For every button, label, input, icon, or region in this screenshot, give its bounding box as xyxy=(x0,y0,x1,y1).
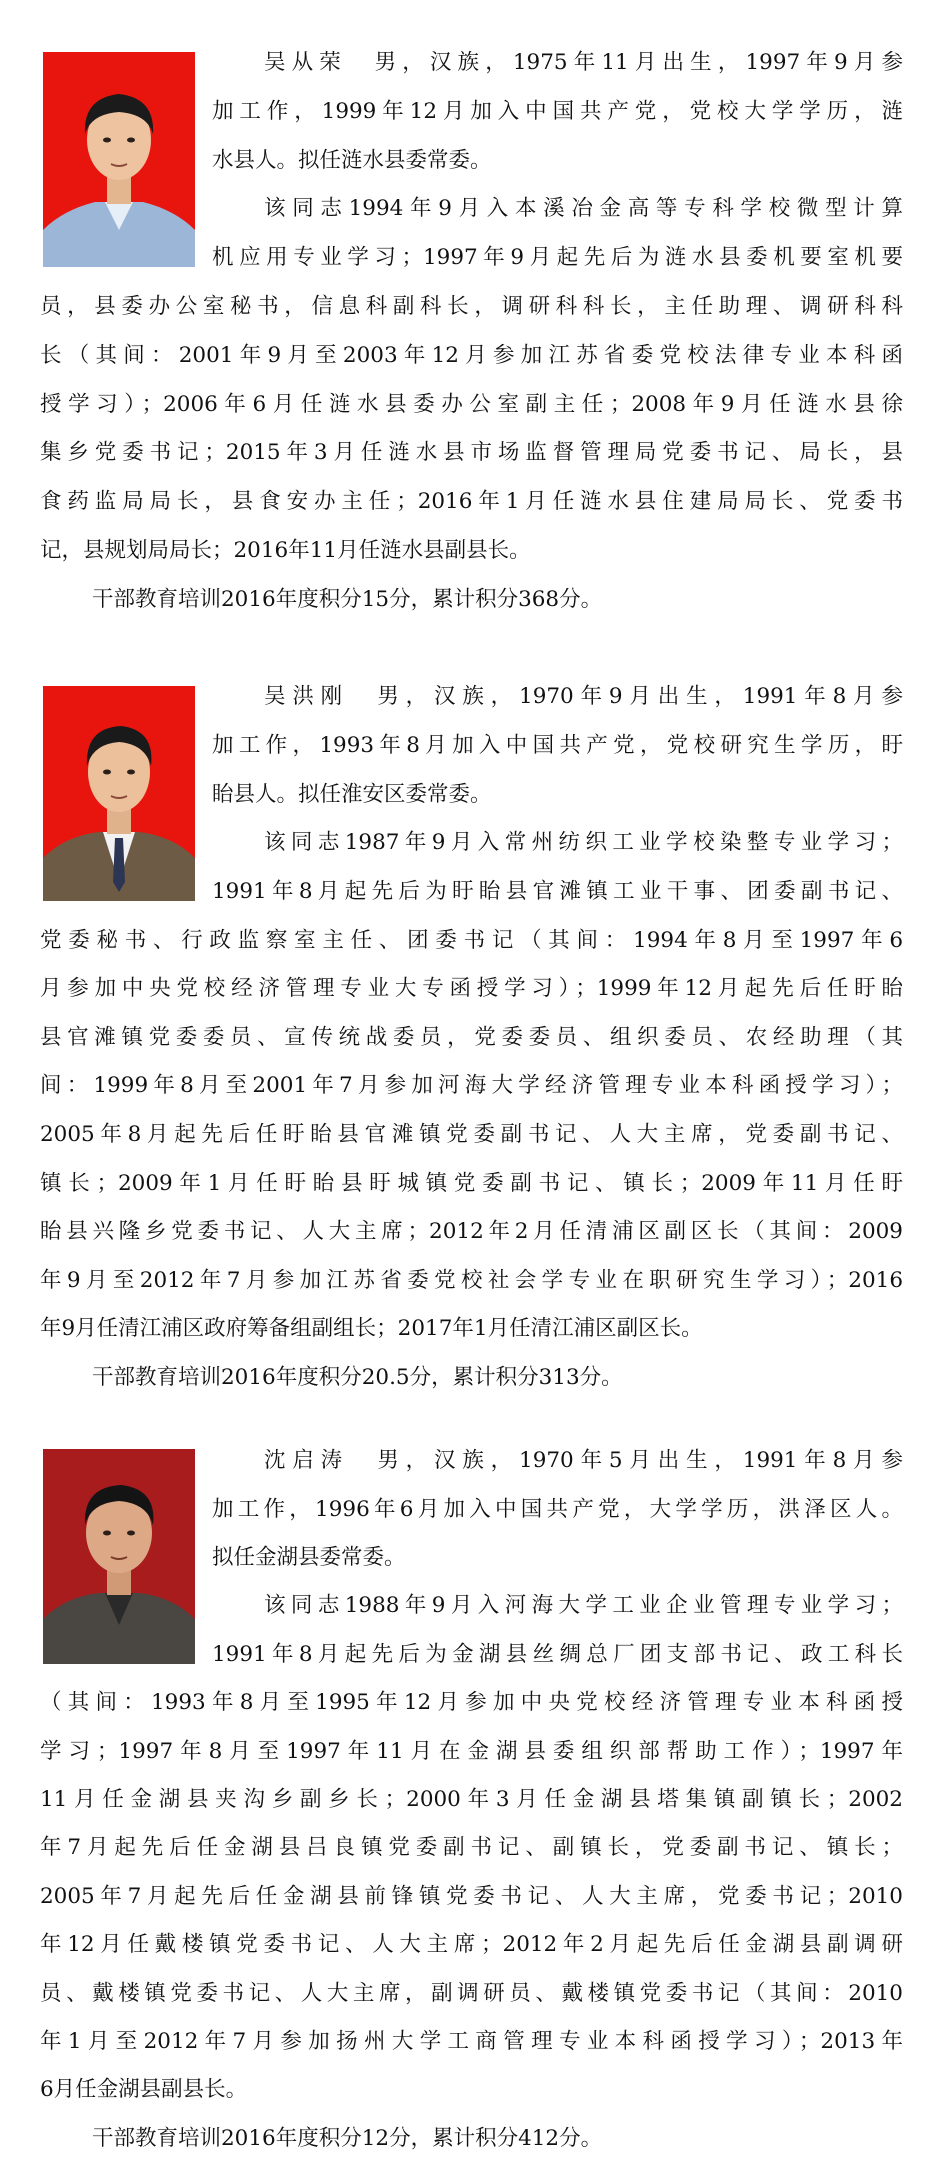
text-line: 员、戴楼镇党委书记、人大主席，副调研员、戴楼镇党委书记（其间：2010 xyxy=(40,1981,903,2006)
text-line: 11月任金湖县夹沟乡副乡长；2000年3月任金湖县塔集镇副镇长；2002 xyxy=(40,1787,903,1812)
training-score-line: 干部教育培训2016年度积分20.5分，累计积分313分。 xyxy=(92,1365,623,1390)
text-line: 集乡党委书记；2015年3月任涟水县市场监督管理局党委书记、局长，县 xyxy=(40,440,903,465)
text-line: 食药监局局长，县食安办主任；2016年1月任涟水县住建局局长、党委书 xyxy=(40,489,903,514)
text-line: （其间：1993年8月至1995年12月参加中央党校经济管理专业本科函授 xyxy=(40,1690,903,1715)
text-line: 2005年8月起先后任盱眙县官滩镇党委副书记、人大主席，党委副书记、 xyxy=(40,1122,903,1147)
profile-name-line: 沈启涛 男，汉族，1970年5月出生，1991年8月参 xyxy=(264,1448,903,1473)
text-line: 员，县委办公室秘书，信息科副科长，调研科科长，主任助理、调研科科 xyxy=(40,294,903,319)
text-line: 该同志1994年9月入本溪冶金高等专科学校微型计算 xyxy=(264,196,903,221)
text-line: 1991年8月起先后为盱眙县官滩镇工业干事、团委副书记、 xyxy=(212,879,903,904)
text-line: 该同志1988年9月入河海大学工业企业管理专业学习； xyxy=(264,1593,903,1618)
text-line: 加工作，1996年6月加入中国共产党，大学学历，洪泽区人。 xyxy=(212,1497,903,1522)
profile-name-line: 吴从荣 男，汉族，1975年11月出生，1997年9月参 xyxy=(264,50,903,75)
training-score-line: 干部教育培训2016年度积分15分，累计积分368分。 xyxy=(92,587,603,612)
text-line: 学习；1997年8月至1997年11月在金湖县委组织部帮助工作）；1997年 xyxy=(40,1739,903,1764)
text-line: 眙县兴隆乡党委书记、人大主席；2012年2月任清浦区副区长（其间：2009 xyxy=(40,1219,903,1244)
text-line: 1991年8月起先后为金湖县丝绸总厂团支部书记、政工科长 xyxy=(212,1642,903,1667)
text-line: 长（其间：2001年9月至2003年12月参加江苏省委党校法律专业本科函 xyxy=(40,343,903,368)
text-line: 授学习）；2006年6月任涟水县委办公室副主任；2008年9月任涟水县徐 xyxy=(40,392,903,417)
text-line: 县官滩镇党委委员、宣传统战委员，党委委员、组织委员、农经助理（其 xyxy=(40,1025,903,1050)
text-line: 加工作，1993年8月加入中国共产党，党校研究生学历，盱 xyxy=(212,733,903,758)
text-line: 年1月至2012年7月参加扬州大学工商管理专业本科函授学习）；2013年 xyxy=(40,2029,903,2054)
portrait-photo-3 xyxy=(43,1449,195,1664)
text-line: 年7月起先后任金湖县吕良镇党委副书记、副镇长，党委副书记、镇长； xyxy=(40,1835,903,1860)
text-line: 拟任金湖县委常委。 xyxy=(212,1545,406,1570)
portrait-photo-2 xyxy=(43,686,195,901)
profile-name-line: 吴洪刚 男，汉族，1970年9月出生，1991年8月参 xyxy=(264,684,903,709)
text-line: 水县人。拟任涟水县委常委。 xyxy=(212,148,492,173)
text-line: 该同志1987年9月入常州纺织工业学校染整专业学习； xyxy=(264,830,903,855)
text-line: 间：1999年8月至2001年7月参加河海大学经济管理专业本科函授学习）； xyxy=(40,1073,903,1098)
text-line: 年12月任戴楼镇党委书记、人大主席；2012年2月起先后任金湖县副调研 xyxy=(40,1932,903,1957)
text-line: 6月任金湖县副县长。 xyxy=(40,2077,248,2102)
text-line: 加工作，1999年12月加入中国共产党，党校大学学历，涟 xyxy=(212,99,903,124)
text-line: 党委秘书、行政监察室主任、团委书记（其间：1994年8月至1997年6 xyxy=(40,928,903,953)
training-score-line: 干部教育培训2016年度积分12分，累计积分412分。 xyxy=(92,2126,603,2151)
portrait-photo-1 xyxy=(43,52,195,267)
text-line: 机应用专业学习；1997年9月起先后为涟水县委机要室机要 xyxy=(212,245,903,270)
text-line: 年9月任清江浦区政府筹备组副组长；2017年1月任清江浦区副区长。 xyxy=(40,1316,703,1341)
text-line: 年9月至2012年7月参加江苏省委党校社会学专业在职研究生学习）；2016 xyxy=(40,1268,903,1293)
text-line: 记，县规划局局长；2016年11月任涟水县副县长。 xyxy=(40,538,531,563)
text-line: 月参加中央党校经济管理专业大专函授学习）；1999年12月起先后任盱眙 xyxy=(40,976,903,1001)
text-line: 2005年7月起先后任金湖县前锋镇党委书记、人大主席，党委书记；2010 xyxy=(40,1884,903,1909)
text-line: 镇长；2009年1月任盱眙县盱城镇党委副书记、镇长；2009年11月任盱 xyxy=(40,1171,903,1196)
text-line: 眙县人。拟任淮安区委常委。 xyxy=(212,782,492,807)
